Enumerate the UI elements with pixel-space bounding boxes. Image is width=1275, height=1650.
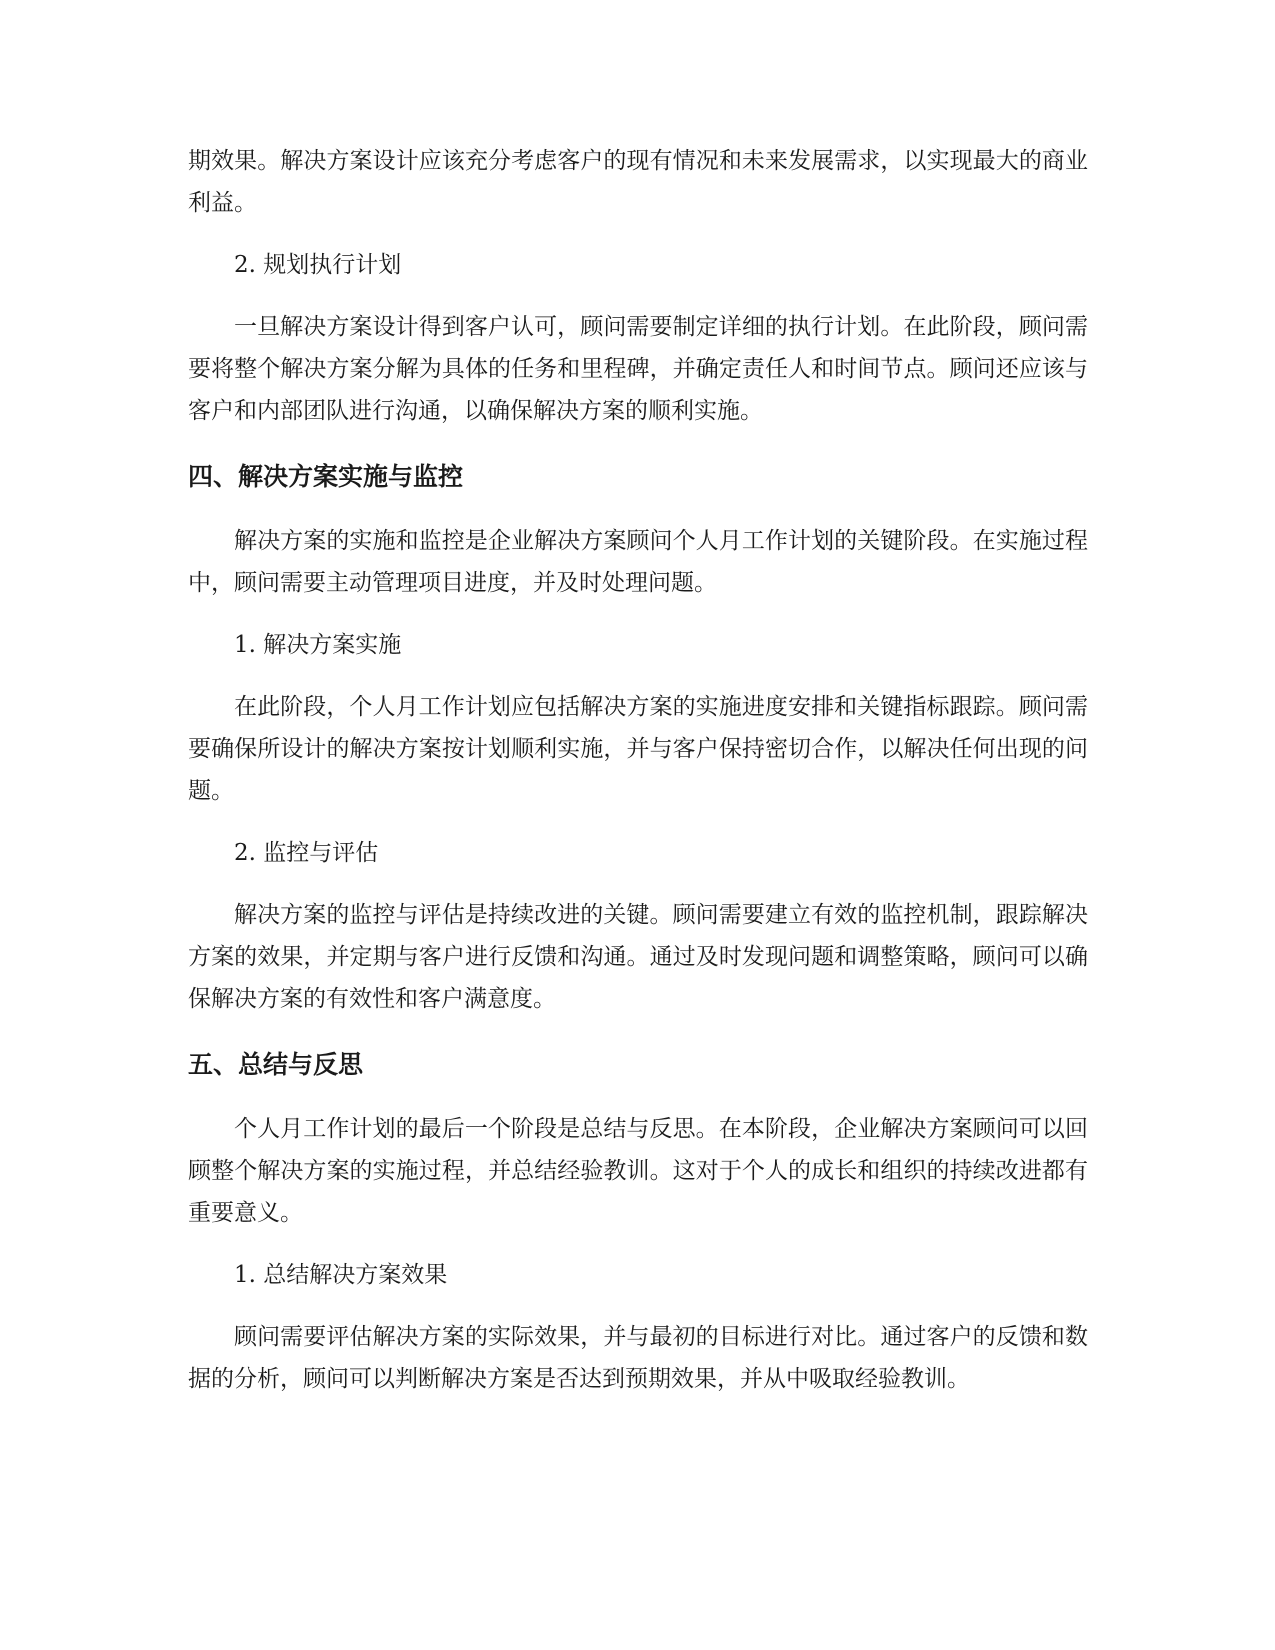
list-item-implementation: 1. 解决方案实施 — [234, 632, 402, 658]
section-heading-5: 五、总结与反思 — [188, 1050, 364, 1079]
section-heading-4: 四、解决方案实施与监控 — [188, 462, 464, 491]
list-item-plan: 2. 规划执行计划 — [234, 252, 402, 278]
paragraph-section-4: 解决方案的实施和监控是企业解决方案顾问个人月工作计划的关键阶段。在实施过程中，顾问需要主动管理项目进度，并及时处理问题。 — [188, 528, 1088, 596]
paragraph-implementation: 在此阶段，个人月工作计划应包括解决方案的实施进度安排和关键指标跟踪。顾问需要确保所设计的解决方案按计划顺利实施，并与客户保持密切合作，以解决任何出现的问题。 — [188, 694, 1088, 804]
paragraph-monitoring: 解决方案的监控与评估是持续改进的关键。顾问需要建立有效的监控机制，跟踪解决方案的效果，并定期与客户进行反馈和沟通。通过及时发现问题和调整策略，顾问可以确保解决方案的有效性和客户满意度。 — [188, 902, 1088, 1012]
paragraph-summary: 顾问需要评估解决方案的实际效果，并与最初的目标进行对比。通过客户的反馈和数据的分析，顾问可以判断解决方案是否达到预期效果，并从中吸取经验教训。 — [188, 1324, 1088, 1392]
paragraph-intro: 期效果。解决方案设计应该充分考虑客户的现有情况和未来发展需求，以实现最大的商业利益。 — [188, 148, 1088, 216]
paragraph-plan: 一旦解决方案设计得到客户认可，顾问需要制定详细的执行计划。在此阶段，顾问需要将整个解决方案分解为具体的任务和里程碑，并确定责任人和时间节点。顾问还应该与客户和内部团队进行沟通，以确保解决方案的顺利实施。 — [188, 314, 1088, 424]
list-item-monitoring: 2. 监控与评估 — [234, 840, 379, 866]
list-item-summary: 1. 总结解决方案效果 — [234, 1262, 448, 1288]
document-page — [188, 140, 1088, 1400]
paragraph-section-5: 个人月工作计划的最后一个阶段是总结与反思。在本阶段，企业解决方案顾问可以回顾整个解决方案的实施过程，并总结经验教训。这对于个人的成长和组织的持续改进都有重要意义。 — [188, 1116, 1088, 1226]
